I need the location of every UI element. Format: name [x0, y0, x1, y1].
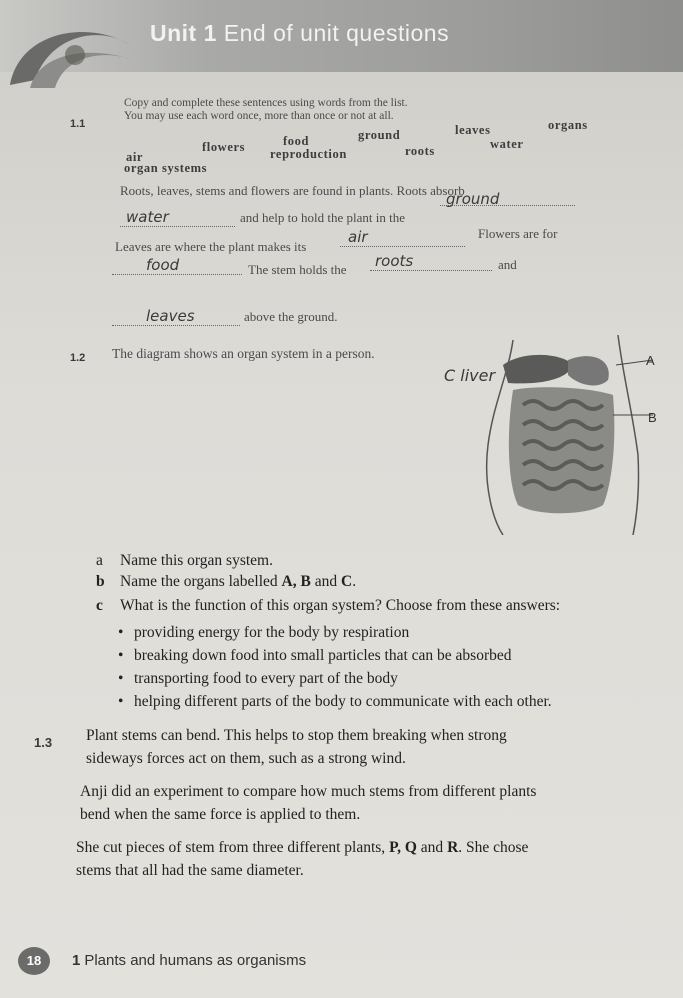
answer-blank-5: [370, 270, 492, 271]
sentence-4: Flowers are for: [478, 226, 558, 241]
label-b: B: [648, 410, 657, 425]
question-1-2-stem: The diagram shows an organ system in a person.: [112, 346, 375, 361]
question-number-1-2: 1.2: [70, 352, 86, 364]
swirl-logo-icon: [0, 0, 150, 90]
q1-3-line-2: sideways forces act on them, such as a strong wind.: [86, 750, 406, 767]
bullet-icon: •: [118, 670, 124, 687]
sentence-5: The stem holds the: [248, 262, 347, 277]
q1-3-line-4: bend when the same force is applied to them.: [80, 806, 361, 823]
answer-blank-6: [112, 325, 240, 326]
answer-handwritten-3: air: [348, 228, 368, 246]
part-a-letter: a: [96, 552, 103, 569]
chapter-footer: 1 Plants and humans as organisms: [72, 952, 307, 969]
label-a: A: [646, 353, 655, 368]
unit-title: Unit 1 End of unit questions: [150, 20, 450, 46]
bullet-icon: •: [118, 693, 124, 710]
q1-3-line-1: Plant stems can bend. This helps to stop them breaking when strong: [86, 727, 507, 744]
answer-handwritten-5: roots: [375, 252, 414, 270]
part-a-text: Name this organ system.: [120, 552, 273, 569]
sentence-7: above the ground.: [244, 309, 338, 324]
word-leaves: leaves: [455, 123, 491, 137]
option-3: transporting food to every part of the body: [134, 670, 398, 687]
word-food: food: [283, 134, 310, 148]
q1-3-line-3: Anji did an experiment to compare how much stems from different plants: [80, 783, 537, 800]
answer-handwritten-6: leaves: [146, 307, 195, 325]
instruction-line-2: You may use each word once, more than once or not at all.: [124, 110, 394, 122]
sentence-3: Leaves are where the plant makes its: [115, 239, 307, 254]
bullet-icon: •: [118, 624, 124, 641]
word-organs: organs: [548, 118, 588, 132]
word-roots: roots: [405, 144, 435, 158]
part-c-text: What is the function of this organ system? Choose from these answers:: [120, 597, 561, 614]
part-c-letter: c: [96, 597, 103, 614]
part-b-text: Name the organs labelled A, B and C.: [120, 573, 357, 590]
word-flowers: flowers: [202, 140, 246, 154]
word-reproduction: reproduction: [270, 147, 347, 161]
answer-blank-4: [112, 274, 242, 275]
q1-3-line-5: She cut pieces of stem from three different plants, P, Q and R. She chose: [76, 839, 529, 856]
option-4: helping different parts of the body to communicate with each other.: [134, 693, 552, 710]
option-1: providing energy for the body by respiration: [134, 624, 410, 641]
answer-handwritten-2: ground: [446, 190, 500, 208]
instruction-line-1: Copy and complete these sentences using words from the list.: [124, 97, 408, 109]
sentence-1: Roots, leaves, stems and flowers are found in plants. Roots absorb: [120, 183, 465, 198]
word-ground: ground: [358, 128, 401, 142]
answer-blank-3: [340, 246, 465, 247]
question-number-1-3: 1.3: [34, 735, 53, 750]
digestive-system-icon: [468, 335, 658, 535]
bullet-icon: •: [118, 647, 124, 664]
sentence-6: and: [498, 257, 517, 272]
sentence-2: and help to hold the plant in the: [240, 210, 405, 225]
answer-handwritten-4: food: [146, 256, 180, 274]
label-c-handwritten: C liver: [444, 366, 496, 385]
page-number-badge: 18: [18, 947, 50, 975]
word-organ-systems: organ systems: [124, 161, 208, 175]
unit-header: [0, 0, 683, 72]
word-air: air: [126, 150, 144, 164]
answer-blank-1: [120, 226, 235, 227]
question-number-1-1: 1.1: [70, 118, 86, 130]
answer-handwritten-1: water: [126, 208, 169, 226]
part-b-letter: b: [96, 573, 105, 590]
word-water: water: [490, 137, 524, 151]
digestive-system-diagram: [468, 335, 658, 535]
q1-3-line-6: stems that all had the same diameter.: [76, 862, 304, 879]
option-2: breaking down food into small particles that can be absorbed: [134, 647, 512, 664]
